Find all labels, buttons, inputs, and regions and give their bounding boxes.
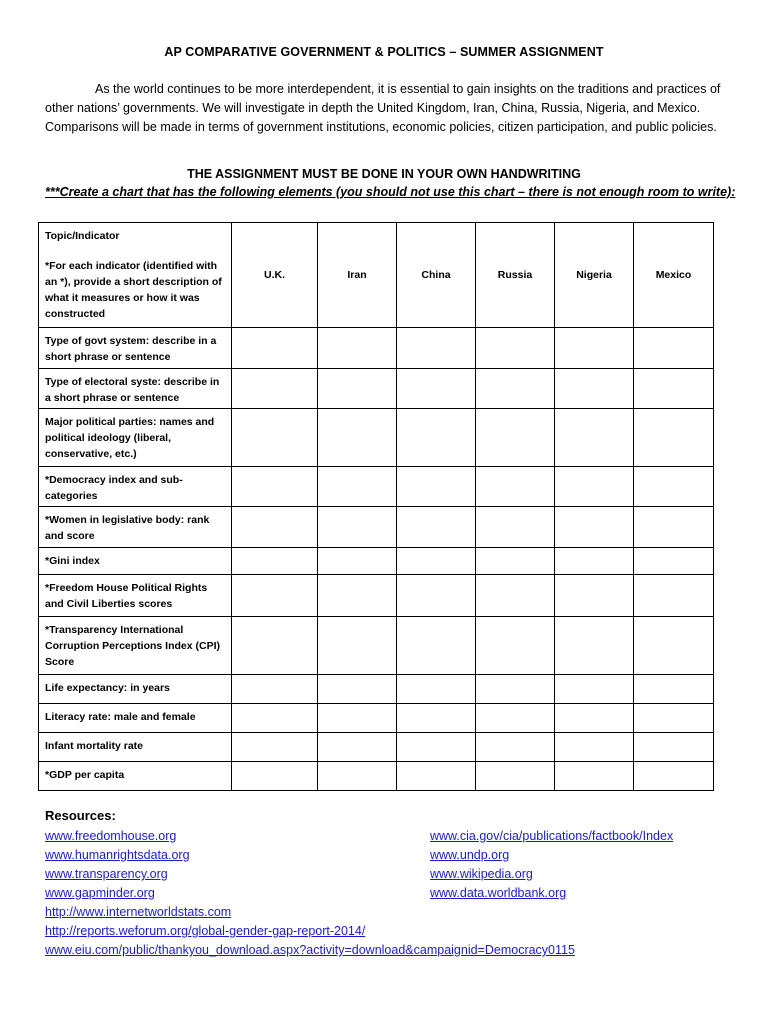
country-header: Nigeria [555,223,634,328]
blank-cell [318,409,397,467]
blank-cell [476,507,555,548]
resource-link[interactable]: http://www.internetworldstats.com [45,905,232,919]
blank-cell [318,548,397,575]
blank-cell [634,369,714,409]
blank-cell [232,575,318,617]
indicator-label: Type of govt system: describe in a short phrase or sentence [39,328,232,369]
blank-cell [476,575,555,617]
table-row [39,369,714,409]
topic-indicator-header [39,223,232,328]
blank-cell [634,575,714,617]
blank-cell [555,328,634,369]
blank-cell [476,328,555,369]
indicator-label: *GDP per capita [39,762,232,791]
table-row [39,409,714,467]
resource-link[interactable]: www.wikipedia.org [430,867,533,881]
blank-cell [397,409,476,467]
blank-cell [634,328,714,369]
blank-cell [476,617,555,675]
blank-cell [555,733,634,762]
topic-indicator-note: *For each indicator (identified with an *), provide a short description of what it measures or how it was constructed [45,260,222,320]
blank-cell [232,762,318,791]
handwriting-notice: THE ASSIGNMENT MUST BE DONE IN YOUR OWN HANDWRITING [187,167,581,181]
table-row [39,548,714,575]
blank-cell [397,762,476,791]
blank-cell [397,507,476,548]
table-row [39,675,714,704]
indicator-label: Infant mortality rate [39,733,232,762]
indicator-label: *Transparency International Corruption Perceptions Index (CPI) Score [39,617,232,675]
blank-cell [555,507,634,548]
blank-cell [555,467,634,507]
blank-cell [397,575,476,617]
blank-cell [476,733,555,762]
blank-cell [476,548,555,575]
blank-cell [476,467,555,507]
table-row [39,328,714,369]
blank-cell [555,762,634,791]
indicator-label: Life expectancy: in years [39,675,232,704]
blank-cell [318,507,397,548]
blank-cell [232,675,318,704]
blank-cell [232,548,318,575]
table-row [39,507,714,548]
blank-cell [634,762,714,791]
topic-indicator-label: Topic/Indicator [45,230,120,242]
resources-heading: Resources: [45,808,116,823]
blank-cell [318,733,397,762]
blank-cell [318,704,397,733]
indicator-label: *Women in legislative body: rank and score [39,507,232,548]
country-header: U.K. [232,223,318,328]
table-row [39,733,714,762]
blank-cell [555,548,634,575]
indicator-label: Major political parties: names and political ideology (liberal, conservative, etc.) [39,409,232,467]
blank-cell [318,617,397,675]
blank-cell [555,409,634,467]
resource-link[interactable]: www.humanrightsdata.org [45,848,190,862]
resource-link[interactable]: www.gapminder.org [45,886,155,900]
blank-cell [555,617,634,675]
intro-paragraph: As the world continues to be more interdependent, it is essential to gain insights on the traditions and practices of other nations’ governments. We will investigate in depth the United Kingdom, Iran, China, Russia, Nigeria, and Mexico. Comparisons will be made in terms of government institutions, economic policies, citizen participation, and public policies. [45,82,721,134]
blank-cell [232,617,318,675]
blank-cell [318,467,397,507]
blank-cell [397,704,476,733]
country-header: Iran [318,223,397,328]
indicator-label: *Democracy index and sub-categories [39,467,232,507]
blank-cell [397,733,476,762]
blank-cell [476,369,555,409]
blank-cell [232,507,318,548]
blank-cell [397,369,476,409]
resource-link[interactable]: www.eiu.com/public/thankyou_download.aspx?activity=download&campaignid=Democracy0115 [45,943,575,957]
table-header-row [39,223,714,328]
table-row [39,762,714,791]
resource-link[interactable]: www.data.worldbank.org [430,886,567,900]
blank-cell [397,328,476,369]
blank-cell [397,467,476,507]
indicator-label: Literacy rate: male and female [39,704,232,733]
country-header: China [397,223,476,328]
blank-cell [232,467,318,507]
blank-cell [232,369,318,409]
resource-link[interactable]: www.undp.org [430,848,510,862]
blank-cell [634,733,714,762]
blank-cell [476,762,555,791]
indicator-label: *Freedom House Political Rights and Civil Liberties scores [39,575,232,617]
blank-cell [476,675,555,704]
blank-cell [232,733,318,762]
blank-cell [318,762,397,791]
blank-cell [318,675,397,704]
blank-cell [555,575,634,617]
blank-cell [634,704,714,733]
blank-cell [476,704,555,733]
blank-cell [634,617,714,675]
blank-cell [397,548,476,575]
indicator-label: *Gini index [39,548,232,575]
page-title: AP COMPARATIVE GOVERNMENT & POLITICS – SUMMER ASSIGNMENT [164,45,604,59]
blank-cell [318,575,397,617]
resource-links-right [430,827,673,903]
blank-cell [318,369,397,409]
table-row [39,704,714,733]
blank-cell [634,467,714,507]
table-row [39,617,714,675]
blank-cell [634,409,714,467]
blank-cell [397,675,476,704]
blank-cell [232,328,318,369]
blank-cell [634,675,714,704]
table-row [39,575,714,617]
resource-link[interactable]: www.transparency.org [45,867,168,881]
blank-cell [476,409,555,467]
blank-cell [555,675,634,704]
blank-cell [634,507,714,548]
blank-cell [318,328,397,369]
country-header: Mexico [634,223,714,328]
blank-cell [232,704,318,733]
indicator-table [38,222,714,791]
table-row [39,467,714,507]
chart-instruction: ***Create a chart that has the following elements (you should not use this chart – there is not enough room to write): [45,185,736,199]
blank-cell [397,617,476,675]
blank-cell [232,409,318,467]
resource-link[interactable]: http://reports.weforum.org/global-gender-gap-report-2014/ [45,924,366,938]
country-header: Russia [476,223,555,328]
indicator-label: Type of electoral syste: describe in a short phrase or sentence [39,369,232,409]
blank-cell [555,704,634,733]
resource-link[interactable]: www.freedomhouse.org [45,829,177,843]
blank-cell [555,369,634,409]
resource-link[interactable]: www.cia.gov/cia/publications/factbook/Index [430,829,674,843]
blank-cell [634,548,714,575]
